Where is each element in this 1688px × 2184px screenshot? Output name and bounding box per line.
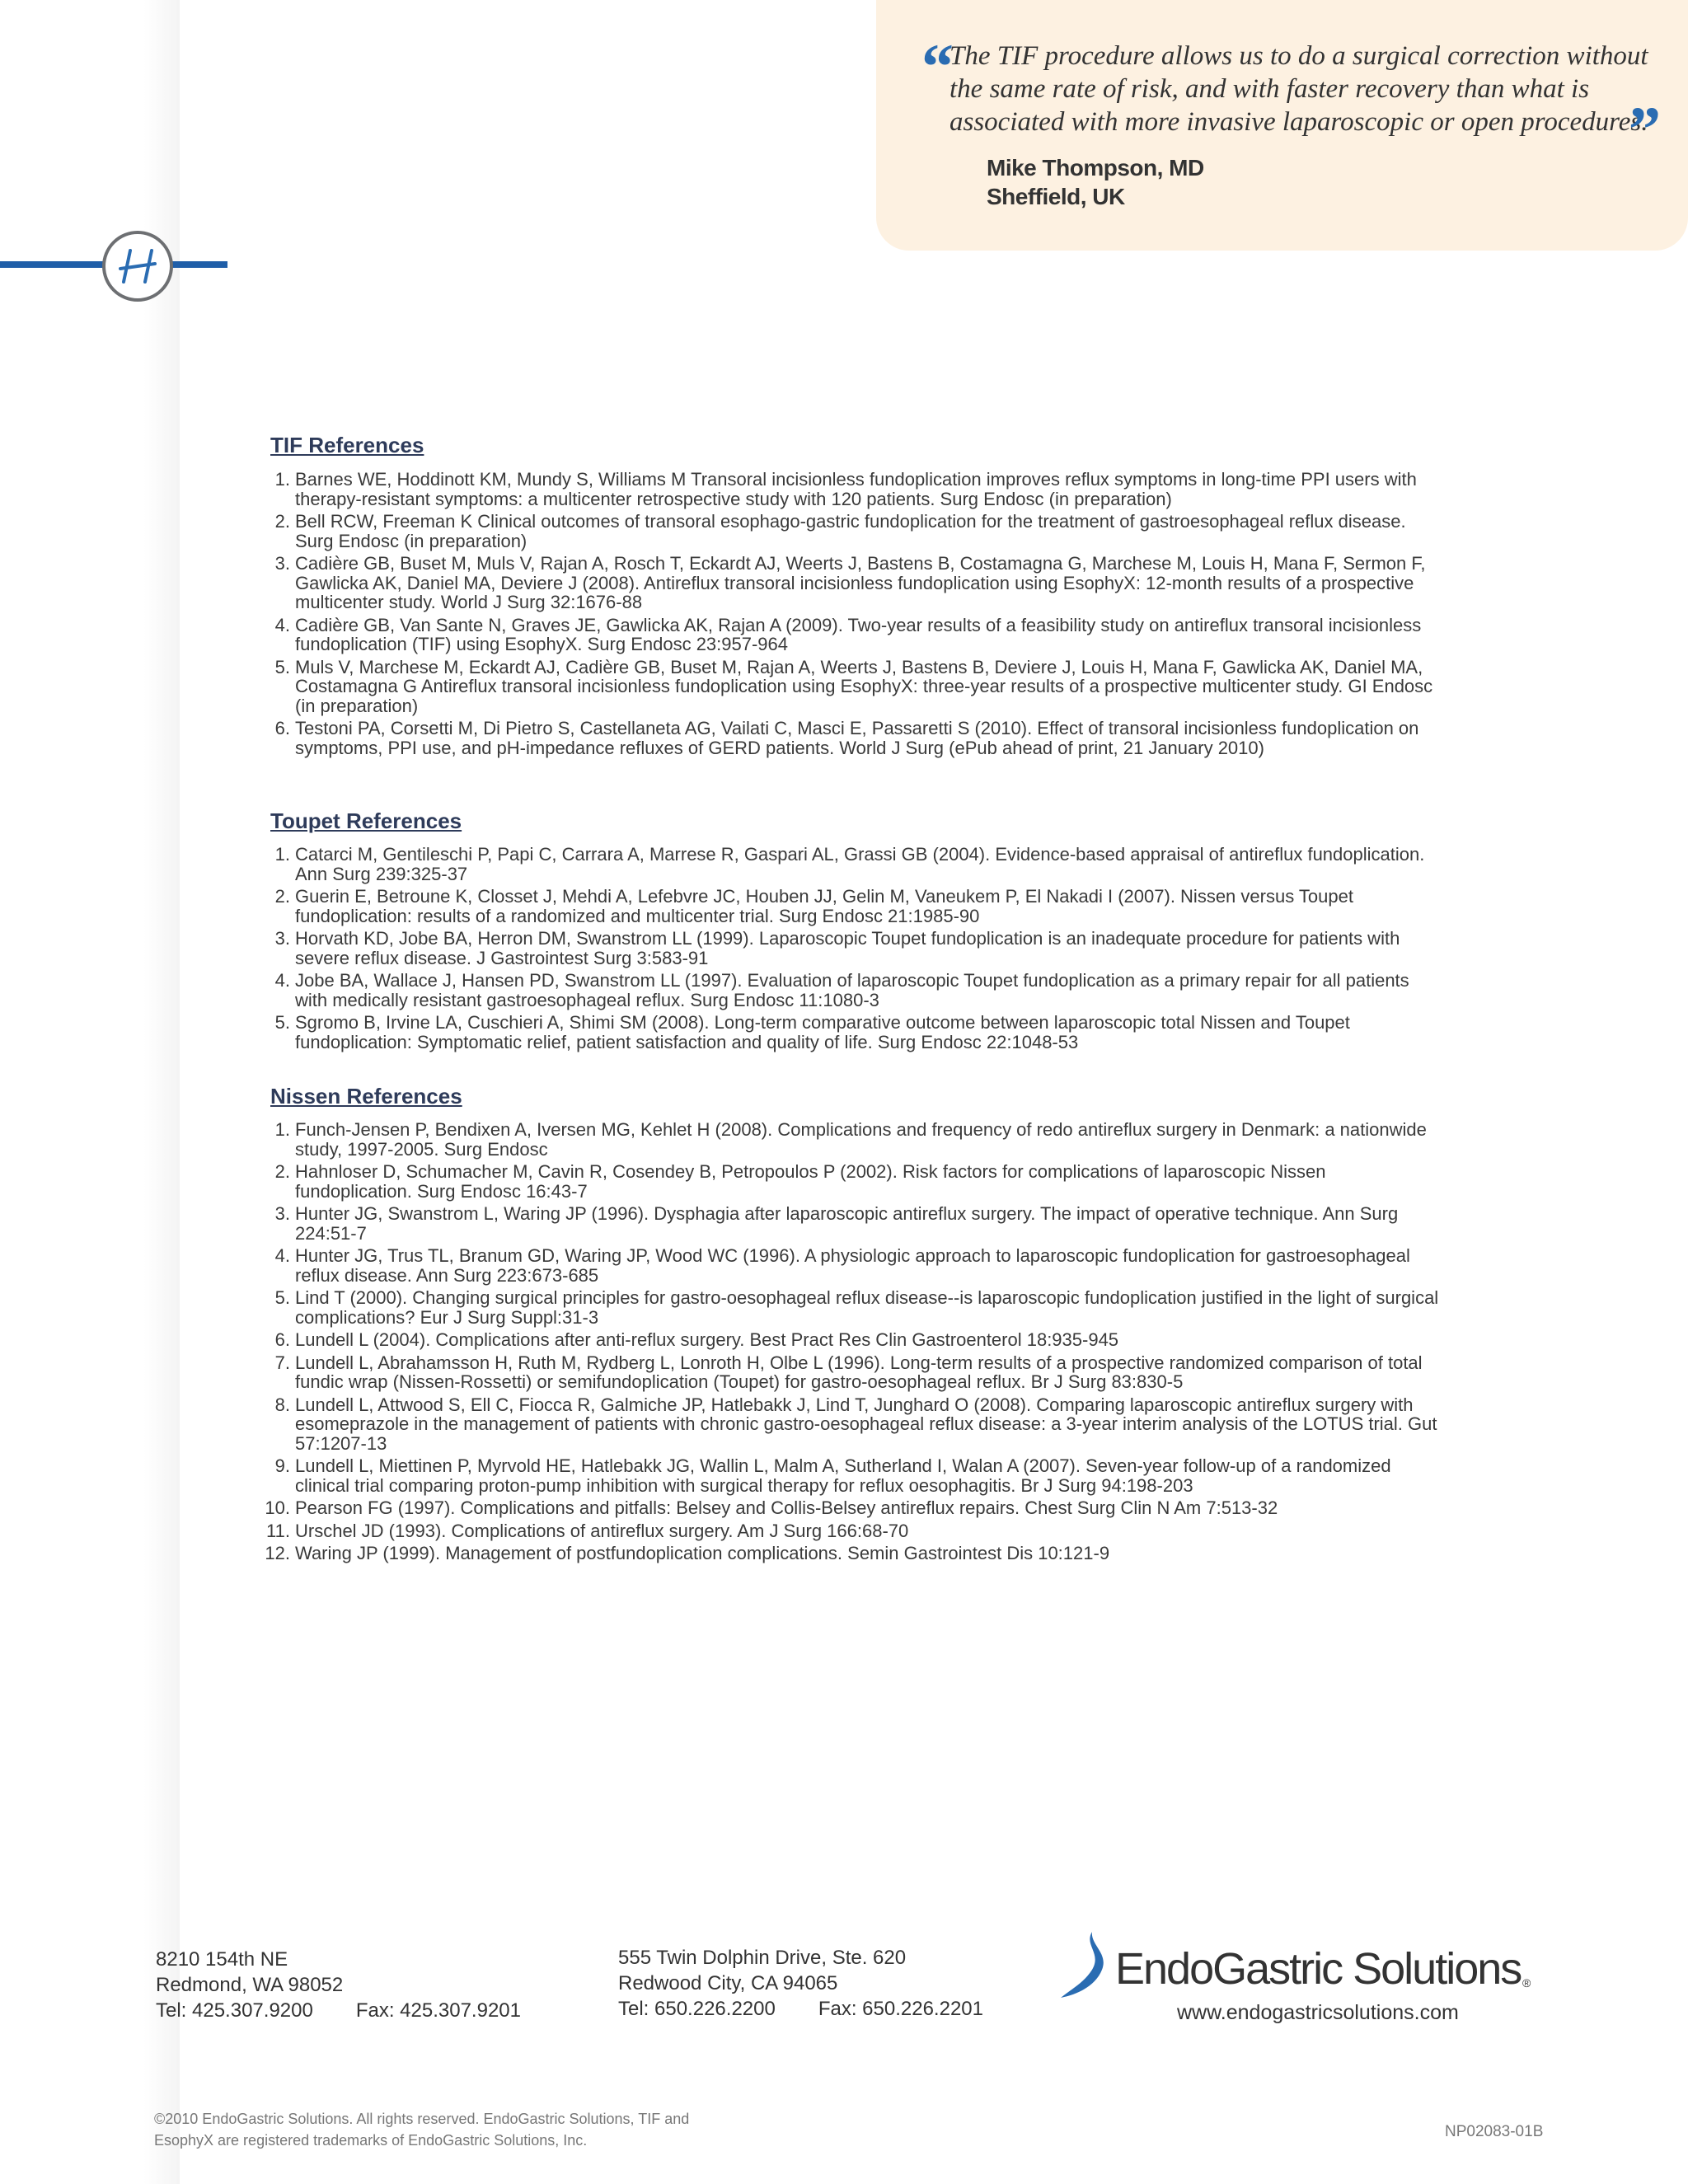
reference-number: 5. [274,1012,290,1033]
office-address-redmond [156,1947,521,2023]
close-quote-mark: ” [1629,93,1661,165]
testimonial-location: Sheffield, UK [987,184,1125,209]
reference-item [270,1456,1441,1495]
office2-city: Redwood City, CA 94065 [618,1972,838,1994]
testimonial-author: Mike Thompson, MD [987,155,1204,180]
document-number: NP02083-01B [1445,2123,1544,2140]
reference-number: 4. [274,614,290,635]
endogastric-swoosh-icon [1059,1929,1118,2003]
reference-item [266,1520,1441,1541]
reference-item [270,1120,1441,1159]
reference-text: Guerin E, Betroune K, Closset J, Mehdi A, Lefebvre JC, Houben JJ, Gelin M, Vaneukem P, El Nakadi I (2007). Nissen versus Toupet fundoplication: results of a randomized and multicenter trial. Surg Endosc 21:1985-90 [295,886,1353,926]
reference-text: Catarci M, Gentileschi P, Papi C, Carrara A, Marrese R, Gaspari AL, Grassi GB (2004). Evidence-based appraisal of antireflux fundoplication. Ann Surg 239:325-37 [295,844,1425,884]
brand-name: EndoGastric Solutions [1115,1944,1522,1994]
reference-item [270,616,1441,654]
reference-text: Bell RCW, Freeman K Clinical outcomes of transoral esophago-gastric fundoplication for the treatment of gastroesophageal reflux disease. Surg Endosc (in preparation) [295,511,1406,551]
reference-number: 1. [274,1119,290,1140]
reference-text: Lundell L (2004). Complications after anti-reflux surgery. Best Pract Res Clin Gastroenterol 18:935-945 [295,1329,1119,1350]
toupet-references-heading: Toupet References [270,808,462,833]
reference-text: Barnes WE, Hoddinott KM, Mundy S, Williams M Transoral incisionless fundoplication improves reflux symptoms in long-time PPI users with therapy-resistant symptoms: a multicenter retrospective study with 120 patients. Surg Endosc (in preparation) [295,469,1417,509]
reference-number: 5. [274,1287,290,1308]
reference-number: 3. [274,1203,290,1224]
copyright-line-2: EsophyX are registered trademarks of EndoGastric Solutions, Inc. [154,2132,588,2149]
reference-text: Sgromo B, Irvine LA, Cuschieri A, Shimi SM (2008). Long-term comparative outcome between laparoscopic total Nissen and Toupet fundoplication: Symptomatic relief, patient satisfaction and quality of life. Surg Endosc 22:1048-53 [295,1012,1350,1052]
reference-item [270,719,1441,757]
reference-text: Hahnloser D, Schumacher M, Cavin R, Cosendey B, Petropoulos P (2002). Risk factors for complications of laparoscopic Nissen fundoplication. Surg Endosc 16:43-7 [295,1161,1326,1202]
reference-number: 6. [274,718,290,738]
reference-item [270,1162,1441,1201]
reference-text: Funch-Jensen P, Bendixen A, Iversen MG, Kehlet H (2008). Complications and frequency of redo antireflux surgery in Denmark: a nationwide study, 1997-2005. Surg Endosc [295,1119,1427,1160]
nissen-references-heading: Nissen References [270,1084,462,1108]
reference-text: Waring JP (1999). Management of postfundoplication complications. Semin Gastrointest Dis 10:121-9 [295,1543,1110,1563]
reference-item [270,1204,1441,1243]
reference-item [270,1353,1441,1392]
tif-references-heading: TIF References [270,433,424,457]
office2-street: 555 Twin Dolphin Drive, Ste. 620 [618,1947,907,1969]
reference-number: 1. [274,469,290,490]
reference-text: Lind T (2000). Changing surgical principles for gastro-oesophageal reflux disease--is laparoscopic fundoplication justified in the light of surgical complications? Eur J Surg Suppl:31-3 [295,1287,1439,1328]
reference-text: Lundell L, Attwood S, Ell C, Fiocca R, Galmiche JP, Hatlebakk J, Lind T, Junghard O (2008). Comparing laparoscopic antireflux surgery with esomeprazole in the management of patients with chronic gastro-oesophageal reflux disease: a 3-year interim analysis of the LOTUS trial. Gut 57:1207-13 [295,1394,1437,1454]
reference-number: 7. [274,1352,290,1373]
reference-number: 6. [274,1329,290,1350]
office1-tel: Tel: 425.307.9200 [156,1999,313,2022]
reference-item [270,887,1441,926]
reference-number: 2. [274,1161,290,1182]
reference-text: Cadière GB, Van Sante N, Graves JE, Gawlicka AK, Rajan A (2009). Two-year results of a feasibility study on antireflux transoral incisionless fundoplication (TIF) using EsophyX. Surg Endosc 23:957-964 [295,614,1422,654]
copyright-notice [154,2108,689,2151]
office1-street: 8210 154th NE [156,1948,288,1971]
reference-number: 8. [274,1394,290,1415]
reference-item [270,1013,1441,1052]
reference-item [270,971,1441,1010]
testimonial-quote: The TIF procedure allows us to do a surgical correction without the same rate of risk, and with faster recovery than what is associated with more invasive laparoscopic or open procedures. [950,41,1648,137]
reference-number: 3. [274,928,290,949]
office-address-redwood-city [618,1945,983,2022]
reference-number: 2. [274,886,290,907]
office2-tel: Tel: 650.226.2200 [618,1998,776,2020]
reference-number: 1. [274,844,290,865]
office2-fax: Fax: 650.226.2201 [818,1998,983,2020]
open-quote-mark: “ [921,30,954,102]
toupet-references-list [270,845,1441,1055]
reference-number: 11. [266,1520,290,1541]
tif-references-list [270,470,1441,761]
reference-item [265,1543,1441,1563]
office1-phone-row [156,1998,521,2023]
reference-text: Hunter JG, Swanstrom L, Waring JP (1996). Dysphagia after laparoscopic antireflux surgery. The impact of operative technique. Ann Surg 224:51-7 [295,1203,1399,1244]
reference-item [270,1330,1441,1350]
brand-website: www.endogastricsolutions.com [1177,2001,1459,2024]
reference-number: 10. [265,1497,290,1518]
office1-fax: Fax: 425.307.9201 [355,1999,521,2022]
reference-text: Urschel JD (1993). Complications of antireflux surgery. Am J Surg 166:68-70 [295,1520,909,1541]
reference-item [270,1395,1441,1454]
office2-phone-row [618,1996,983,2022]
reference-text: Testoni PA, Corsetti M, Di Pietro S, Castellaneta AG, Vailati C, Masci E, Passaretti S (2010). Effect of transoral incisionless fundoplication on symptoms, PPI use, and pH-impedance refluxes of GERD patients. World J Surg (ePub ahead of print, 21 January 2010) [295,718,1419,758]
reference-number: 5. [274,656,290,677]
office1-city: Redmond, WA 98052 [156,1974,344,1996]
reference-number: 12. [265,1543,290,1563]
reference-text: Hunter JG, Trus TL, Branum GD, Waring JP, Wood WC (1996). A physiologic approach to laparoscopic fundoplication for gastroesophageal reflux disease. Ann Surg 223:673-685 [295,1245,1410,1286]
reference-number: 2. [274,511,290,532]
reference-number: 4. [274,1245,290,1266]
reference-item [270,1246,1441,1285]
left-page-shade [0,0,180,2184]
reference-text: Pearson FG (1997). Complications and pitfalls: Belsey and Collis-Belsey antireflux repairs. Chest Surg Clin N Am 7:513-32 [295,1497,1278,1518]
reference-text: Muls V, Marchese M, Eckardt AJ, Cadière GB, Buset M, Rajan A, Weerts J, Bastens B, Deviere J, Louis H, Mana F, Gawlicka AK, Daniel MA, Costamagna G Antireflux transoral incisionless fundoplication using EsophyX: three-year results of a prospective multicenter study. GI Endosc (in preparation) [295,656,1433,716]
reference-item [265,1497,1441,1518]
copyright-line-1: ©2010 EndoGastric Solutions. All rights reserved. EndoGastric Solutions, TIF and [154,2111,690,2127]
reference-text: Lundell L, Abrahamsson H, Ruth M, Rydberg L, Lonroth H, Olbe L (1996). Long-term results of a prospective randomized comparison of total fundic wrap (Nissen-Rossetti) or semifundoplication (Toupet) for gastro-oesophageal reflux. Br J Surg 83:830-5 [295,1352,1423,1392]
registered-mark: ® [1522,1976,1531,1990]
reference-number: 4. [274,970,290,991]
reference-item [270,1288,1441,1327]
reference-item [270,512,1441,551]
reference-text: Lundell L, Miettinen P, Myrvold HE, Hatlebakk JG, Wallin L, Malm A, Sutherland I, Walan A (2007). Seven-year follow-up of a randomized clinical trial comparing proton-pump inhibition with surgical therapy for reflux oesophagitis. Br J Surg 94:198-203 [295,1455,1391,1496]
reference-number: 9. [274,1455,290,1476]
h-logo-icon [102,231,173,302]
reference-text: Horvath KD, Jobe BA, Herron DM, Swanstrom LL (1999). Laparoscopic Toupet fundoplication is an inadequate procedure for patients with severe reflux disease. J Gastrointest Surg 3:583-91 [295,928,1400,968]
reference-number: 3. [274,553,290,574]
reference-text: Cadière GB, Buset M, Muls V, Rajan A, Rosch T, Eckardt AJ, Weerts J, Bastens B, Costamagna G, Marchese M, Louis H, Mana F, Sermon F, Gawlicka AK, Daniel MA, Deviere J (2008). Antireflux transoral incisionless fundoplication using EsophyX: 12-month results of a prospective multicenter study. World J Surg 32:1676-88 [295,553,1426,612]
reference-text: Jobe BA, Wallace J, Hansen PD, Swanstrom LL (1997). Evaluation of laparoscopic Toupet fundoplication as a primary repair for all patients with medically resistant gastroesophageal reflux. Surg Endosc 11:1080-3 [295,970,1409,1010]
reference-item [270,845,1441,883]
reference-item [270,554,1441,612]
reference-item [270,470,1441,509]
reference-item [270,658,1441,716]
nissen-references-list [265,1119,1441,1567]
reference-item [270,929,1441,968]
